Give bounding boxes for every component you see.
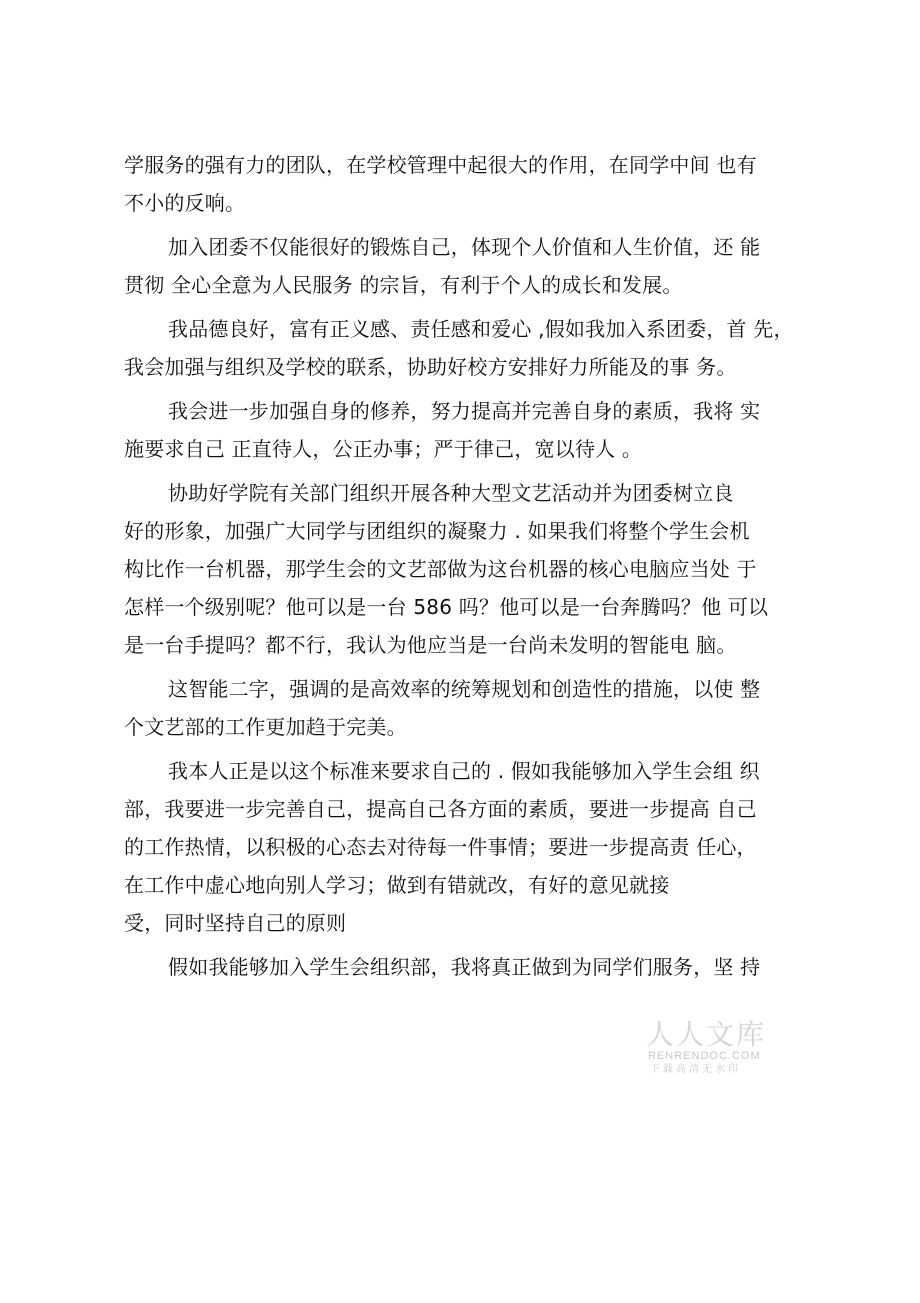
paragraph-7 bbox=[124, 752, 794, 942]
paragraph-4 bbox=[124, 392, 794, 468]
text-line: 协助好学院有关部门组织开展各种大型文艺活动并为团委树立良 bbox=[168, 481, 734, 505]
text-line: 构比作一台机器，那学生会的文艺部做为这台机器的核心电脑应当处 于 bbox=[124, 557, 757, 581]
text-line: 我本人正是以这个标准来要求自己的 . 假如我能够加入学生会组 织 bbox=[168, 759, 760, 783]
paragraph-2 bbox=[124, 228, 794, 304]
text-line: 施要求自己 正直待人，公正办事；严于律己，宽以待人 。 bbox=[124, 437, 643, 461]
text-line: 部，我要进一步完善自己，提高自己各方面的素质，要进一步提高 自己 bbox=[124, 797, 757, 821]
text-line: 怎样一个级别呢？他可以是一台 586 吗？他可以是一台奔腾吗？他 可以 bbox=[124, 595, 769, 619]
text-line: 这智能二字，强调的是高效率的统筹规划和创造性的措施，以使 整 bbox=[168, 677, 761, 701]
watermark-logo: 人人文库 bbox=[646, 1018, 767, 1051]
text-line: 不小的反响。 bbox=[124, 191, 246, 215]
text-line: 好的形象，加强广大同学与团组织的凝聚力 . 如果我们将整个学生会机 bbox=[124, 519, 750, 543]
text-line: 在工作中虚心地向别人学习；做到有错就改，有好的意见就接 bbox=[124, 873, 670, 897]
text-line: 假如我能够加入学生会组织部，我将真正做到为同学们服务，坚 持 bbox=[168, 955, 761, 979]
text-line: 我会进一步加强自身的修养，努力提高并完善自身的素质，我将 实 bbox=[168, 399, 761, 423]
text-line: 受，同时坚持自己的原则 bbox=[124, 911, 347, 935]
text-line: 加入团委不仅能很好的锻炼自己，体现个人价值和人生价值，还 能 bbox=[168, 235, 761, 259]
watermark-url: RENRENDOC.COM bbox=[648, 1050, 761, 1062]
watermark bbox=[640, 1020, 780, 1080]
text-line: 学服务的强有力的团队，在学校管理中起很大的作用，在同学中间 也有 bbox=[124, 153, 757, 177]
paragraph-5 bbox=[124, 474, 794, 664]
body-text bbox=[124, 146, 794, 992]
text-line: 个文艺部的工作更加趋于完美。 bbox=[124, 715, 407, 739]
text-line: 是一台手提吗？都不行，我认为他应当是一台尚未发明的智能电 脑。 bbox=[124, 633, 737, 657]
paragraph-1 bbox=[124, 146, 794, 222]
paragraph-6 bbox=[124, 670, 794, 746]
paragraph-8 bbox=[124, 948, 794, 986]
text-line: 贯彻 全心全意为人民服务 的宗旨，有利于个人的成长和发展。 bbox=[124, 273, 683, 297]
paragraph-3 bbox=[124, 310, 794, 386]
text-line: 的工作热情，以积极的心态去对待每一件事情；要进一步提高责 任心， bbox=[124, 835, 757, 859]
watermark-tagline: 下载高清无水印 bbox=[650, 1064, 741, 1075]
text-line: 我品德良好，富有正义感、责任感和爱心 ,假如我加入系团委，首 先， bbox=[168, 317, 794, 341]
text-line: 我会加强与组织及学校的联系，协助好校方安排好力所能及的事 务。 bbox=[124, 355, 737, 379]
